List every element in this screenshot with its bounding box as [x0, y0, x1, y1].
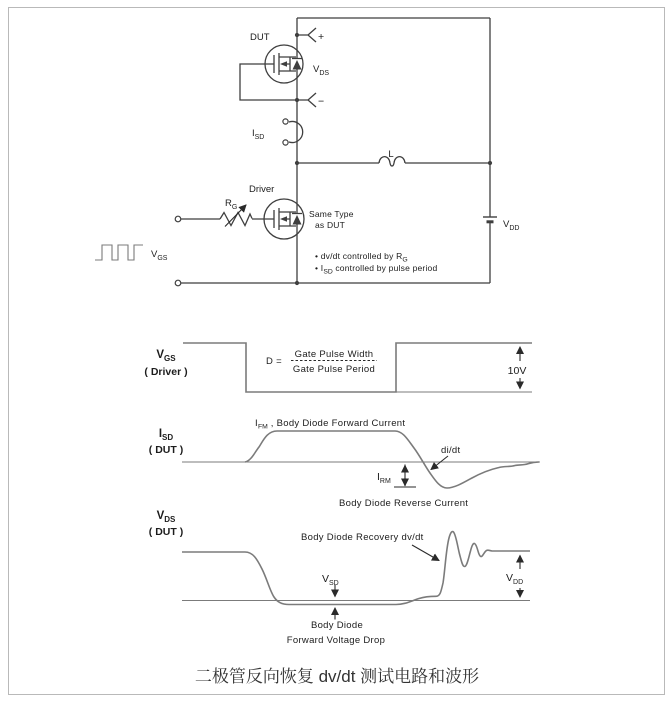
vgs-source-label: VGS: [151, 249, 168, 262]
inductor-label: L: [388, 149, 394, 160]
reverse-current-annotation: Body Diode Reverse Current: [339, 498, 469, 509]
vds-row-label: VDS: [156, 510, 176, 524]
recovery-pointer-arrow: [412, 545, 439, 561]
duty-numerator: Gate Pulse Width: [294, 349, 374, 360]
probe-terminal: [283, 140, 288, 145]
minus-probe-glyph: [297, 93, 316, 107]
junction-dot: [295, 281, 299, 285]
isd-waveform-trace: [245, 431, 539, 488]
return-terminal: [175, 280, 181, 286]
vgs-row-label: VGS: [156, 349, 176, 363]
resistor-zigzag: [220, 213, 252, 226]
vdd-dimension-label: VDD: [506, 572, 524, 586]
input-terminal: [175, 216, 181, 222]
junction-dot: [295, 161, 299, 165]
vds-waveform-row: [149, 510, 530, 646]
vds-label: VDS: [313, 64, 330, 77]
isd-label: ISD: [252, 128, 265, 141]
driver-body-diode: [293, 215, 302, 225]
forward-drop-line1: Body Diode: [310, 620, 364, 631]
didt-pointer-arrow: [431, 456, 448, 470]
irm-label: IRM: [377, 471, 391, 485]
dut-body-diode: [293, 60, 302, 70]
minus-label: −: [318, 95, 325, 108]
figure-caption: 二极管反向恢复 dv/dt 测试电路和波形: [194, 667, 480, 686]
didt-label: di/dt: [441, 445, 461, 456]
vdd-label: VDD: [503, 219, 520, 232]
rg-label: RG: [225, 198, 238, 211]
forward-drop-line2: Forward Voltage Drop: [286, 635, 386, 646]
duty-denominator: Gate Pulse Period: [292, 364, 376, 375]
vgs-waveform-row: [144, 343, 532, 392]
vgs-amplitude-label: 10V: [507, 365, 527, 377]
same-type-line2: as DUT: [315, 220, 346, 230]
circuit-wires: [175, 18, 492, 286]
probe-terminal: [283, 119, 288, 124]
junction-dot: [488, 161, 492, 165]
ifm-annotation: IFM , Body Diode Forward Current: [255, 418, 406, 431]
vsd-label: VSD: [322, 573, 339, 587]
isd-row-device: ( DUT ): [148, 444, 184, 456]
test-circuit: [95, 18, 519, 286]
isd-current-probe-symbol: [283, 119, 303, 145]
recovery-annotation: Body Diode Recovery dv/dt: [301, 532, 424, 543]
plus-label: +: [318, 31, 325, 43]
dut-label: DUT: [250, 32, 270, 43]
vds-row-device: ( DUT ): [148, 526, 184, 538]
current-loop-arc: [289, 122, 303, 143]
vdd-battery-symbol: [483, 217, 497, 222]
dut-body-arrow: [280, 61, 287, 67]
isd-row-label: ISD: [158, 428, 174, 442]
gate-pulse-train-glyph: [95, 245, 143, 260]
isd-waveform-row: [149, 418, 540, 509]
vgs-row-device: ( Driver ): [144, 366, 188, 378]
circuit-note-1: • dv/dt controlled by RG: [315, 251, 408, 264]
plus-probe-glyph: [297, 28, 316, 42]
duty-formula-prefix: D =: [266, 356, 282, 367]
driver-label: Driver: [249, 184, 275, 195]
same-type-line1: Same Type: [309, 209, 354, 219]
driver-body-arrow: [280, 216, 287, 222]
circuit-note-2: • ISD controlled by pulse period: [315, 263, 438, 276]
